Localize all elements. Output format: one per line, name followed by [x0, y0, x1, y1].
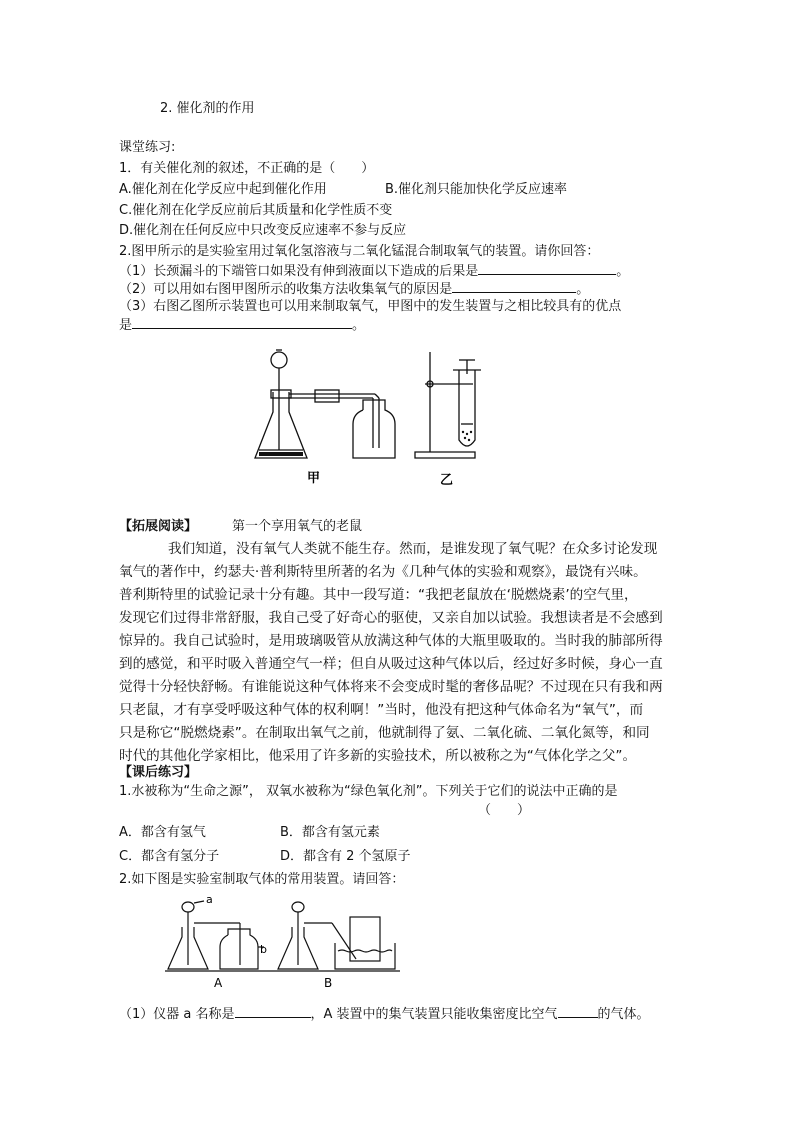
hw-q2-stem: 2.如下图是实验室制取气体的常用装置。请回答：	[119, 872, 405, 887]
hw-q1-stem: 1.水被称为“生命之源”， 双氧水被称为“绿色氧化剂”。下列关于它们的说法中正确的是	[119, 784, 618, 799]
figure-label-B: B	[324, 976, 333, 990]
q2-stem: 2.图甲所示的是实验室用过氧化氢溶液与二氧化锰混合制取氧气的装置。请你回答：	[119, 244, 600, 259]
q2-part1-end: 。	[616, 264, 630, 279]
q1-option-a: A.催化剂在化学反应中起到催化作用	[119, 182, 327, 197]
reading-line-8: 只老鼠，才有享受呼吸这种气体的权利啊！”当时，他没有把这种气体命名为“氧气”，而	[119, 702, 644, 718]
q1-option-d: D.催化剂在任何反应中只改变反应速率不参与反应	[119, 223, 407, 238]
apparatus-figure-ab	[160, 893, 410, 993]
reading-line-6: 到的感觉，和平时吸入普通空气一样；但自从吸过这种气体以后，经过好多时候，身心一直	[119, 656, 663, 672]
q2-part3-blank[interactable]	[132, 316, 352, 329]
q2-part3: （3）右图乙图所示装置也可以用来制取氧气，甲图中的发生装置与之相比较具有的优点	[119, 299, 622, 314]
q2-part2	[119, 280, 589, 299]
hw-q1-option-a: A．都含有氢气	[119, 825, 206, 840]
hw-q2-part1-start: （1）仪器 a 名称是	[119, 1007, 235, 1022]
hw-q1-option-b: B．都含有氢元素	[280, 825, 380, 840]
classroom-heading: 课堂练习:	[119, 140, 176, 155]
q2-part1-text: （1）长颈漏斗的下端管口如果没有伸到液面以下造成的后果是	[119, 264, 479, 279]
hw-q2-part1	[119, 1005, 650, 1024]
reading-line-7: 觉得十分轻快舒畅。有谁能说这种气体将来不会变成时髦的奢侈品呢？不过现在只有我和两	[119, 679, 663, 695]
apparatus-figure-jia-yi	[245, 340, 505, 490]
reading-line-5: 惊异的。我自己试验时，是用玻璃吸管从放满这种气体的大瓶里吸取的。当时我的肺部所得	[119, 633, 663, 649]
hw-q2-part1-blank2[interactable]	[558, 1005, 598, 1018]
q1-option-b: B.催化剂只能加快化学反应速率	[385, 182, 568, 197]
reading-line-10: 时代的其他化学家相比，他采用了许多新的实验技术，所以被称之为“气体化学之父”。	[119, 748, 637, 764]
hw-q2-part1-mid: ，A 装置中的集气装置只能收集密度比空气	[310, 1007, 558, 1022]
q2-part3-cont	[119, 316, 365, 335]
hw-q1-paren: （ ）	[478, 803, 531, 818]
homework-heading: 【课后练习】	[119, 765, 198, 780]
q2-part3-end: 。	[352, 318, 366, 333]
figure-label-a: a	[206, 893, 213, 906]
q2-part2-end: 。	[576, 282, 590, 297]
hw-q2-part1-end: 的气体。	[597, 1007, 650, 1022]
q2-part3-prefix: 是	[119, 318, 133, 333]
figure-label-b: b	[260, 943, 267, 956]
figure-label-jia: 甲	[307, 471, 321, 486]
reading-line-4: 发现它们过得非常舒服，我自己受了好奇心的驱使，又亲自加以试验。我想读者是不会感到	[119, 610, 663, 626]
reading-line-3: 普利斯特里的试验记录十分有趣。其中一段写道：“我把老鼠放在‘脱燃烧素’的空气里，	[119, 587, 638, 603]
hw-q1-option-d: D．都含有 2 个氢原子	[280, 849, 411, 864]
q1-option-c: C.催化剂在化学反应前后其质量和化学性质不变	[119, 203, 393, 218]
figure-label-yi: 乙	[440, 473, 454, 488]
hw-q1-option-c: C．都含有氢分子	[119, 849, 220, 864]
q2-part2-text: （2）可以用如右图甲图所示的收集方法收集氧气的原因是	[119, 282, 453, 297]
hw-q2-part1-blank1[interactable]	[235, 1005, 311, 1018]
reading-title: 第一个享用氧气的老鼠	[232, 519, 363, 534]
q1-stem: 1．有关催化剂的叙述，不正确的是（ ）	[119, 161, 375, 176]
reading-line-9: 只是称它“脱燃烧素”。在制取出氧气之前，他就制得了氨、二氧化硫、二氧化氮等，和同	[119, 725, 650, 741]
reading-line-1: 我们知道，没有氧气人类就不能生存。然而，是谁发现了氧气呢？在众多讨论发现	[168, 541, 658, 557]
section-title: 2. 催化剂的作用	[160, 101, 255, 116]
q2-part2-blank[interactable]	[452, 280, 576, 293]
reading-line-2: 氧气的著作中，约瑟夫·普利斯特里所著的名为《几种气体的实验和观察》，最饶有兴味。	[119, 564, 647, 580]
reading-heading: 【拓展阅读】	[119, 519, 198, 534]
q2-part1-blank[interactable]	[478, 262, 616, 275]
figure-label-A: A	[214, 976, 223, 990]
q2-part1	[119, 262, 629, 281]
